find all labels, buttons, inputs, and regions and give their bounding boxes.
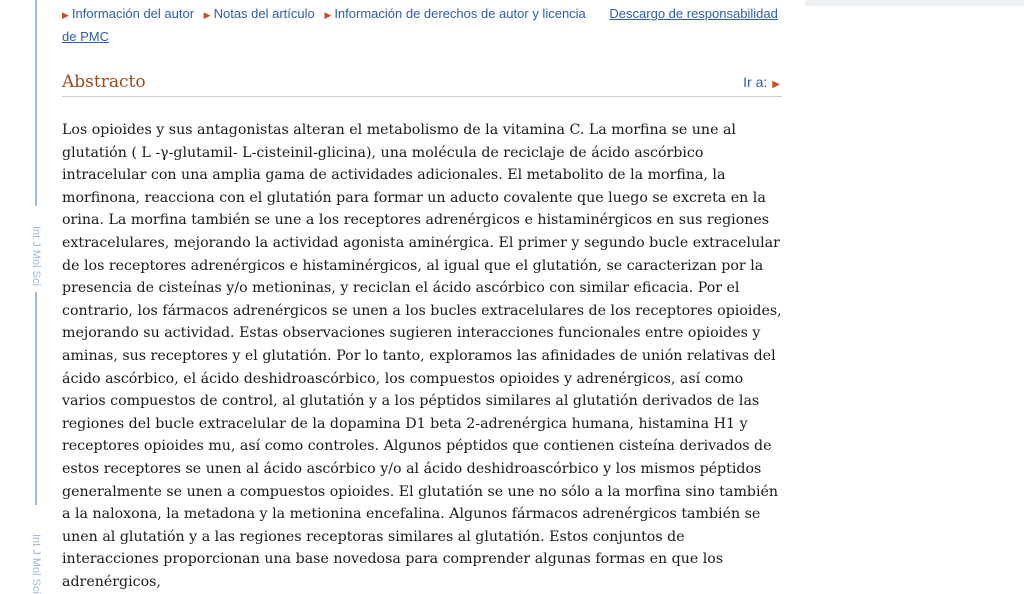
triangle-right-icon: ▶ bbox=[324, 10, 332, 20]
section-title: Abstracto bbox=[62, 72, 146, 92]
rail-line bbox=[35, 292, 37, 505]
triangle-right-icon: ▶ bbox=[772, 79, 780, 90]
author-info-link[interactable]: ▶ Información del autor bbox=[62, 6, 195, 21]
right-panel bbox=[805, 0, 1024, 6]
journal-side-label: Int J Mol Sci bbox=[30, 226, 42, 286]
article-nav-links bbox=[62, 3, 792, 48]
goto-label: Ir a: bbox=[743, 74, 768, 90]
side-rail bbox=[30, 0, 42, 594]
article-notes-link[interactable]: ▶ Notas del artículo bbox=[203, 6, 315, 21]
triangle-right-icon: ▶ bbox=[62, 10, 69, 20]
copyright-license-link[interactable]: ▶ Información de derechos de autor y licencia bbox=[324, 6, 586, 21]
journal-side-label: Int J Mol Sci bbox=[30, 534, 42, 594]
abstract-section-header bbox=[62, 72, 782, 97]
goto-menu[interactable] bbox=[743, 74, 780, 90]
abstract-text: Los opioides y sus antagonistas alteran el metabolismo de la vitamina C. La morfina se une al glutatión ( L -γ-glutamil- L-cisteinil-glicina), una molécula de reciclaje de ácido ascórbico intracelular con una amplia gama de actividades adicionales. El metabolito de la morfina, la morfinona, reacciona con el glutatión para formar un aducto covalente que luego se excreta en la orina. La morfina también se une a los receptores adrenérgicos e histaminérgicos en sus regiones extracelulares, mejorando la actividad agonista aminérgica. El primer y segundo bucle extracelular de los receptores adrenérgicos e histaminérgicos, al igual que el glutatión, se caracterizan por la presencia de cisteínas y/o metioninas, y reciclan el ácido ascórbico con similar eficacia. Por el contrario, los fármacos adrenérgicos se unen a los bucles extracelulares de los receptores opioides, mejorando su actividad. Estas observaciones sugieren interacciones funcionales entre opioides y aminas, sus receptores y el glutatión. Por lo tanto, exploramos las afinidades de unión relativas del ácido ascórbico, el ácido deshidroascórbico, los compuestos opioides y adrenérgicos, así como varios compuestos de control, al glutatión y a los péptidos similares al glutatión derivados de las regiones del bucle extracelular de la dopamina D1 beta 2-adrenérgica humana, histamina H1 y receptores opioides mu, así como controles. Algunos péptidos que contienen cisteína derivados de estos receptores se unen al ácido ascórbico y/o al ácido deshidroascórbico y los mismos péptidos generalmente se unen a compuestos opioides. El glutatión se une no sólo a la morfina sino también a la naloxona, la metadona y la metionina encefalina. Algunos fármacos adrenérgicos también se unen al glutatión y a las regiones receptoras similares al glutatión. Estos conjuntos de interacciones proporcionan una base novedosa para comprender algunas formas en que los adrenérgicos, bbox=[62, 122, 782, 590]
rail-line bbox=[35, 0, 37, 206]
pmc-disclaimer-link[interactable]: Descargo de responsabilidad de PMC bbox=[62, 6, 778, 44]
triangle-right-icon: ▶ bbox=[203, 10, 211, 20]
